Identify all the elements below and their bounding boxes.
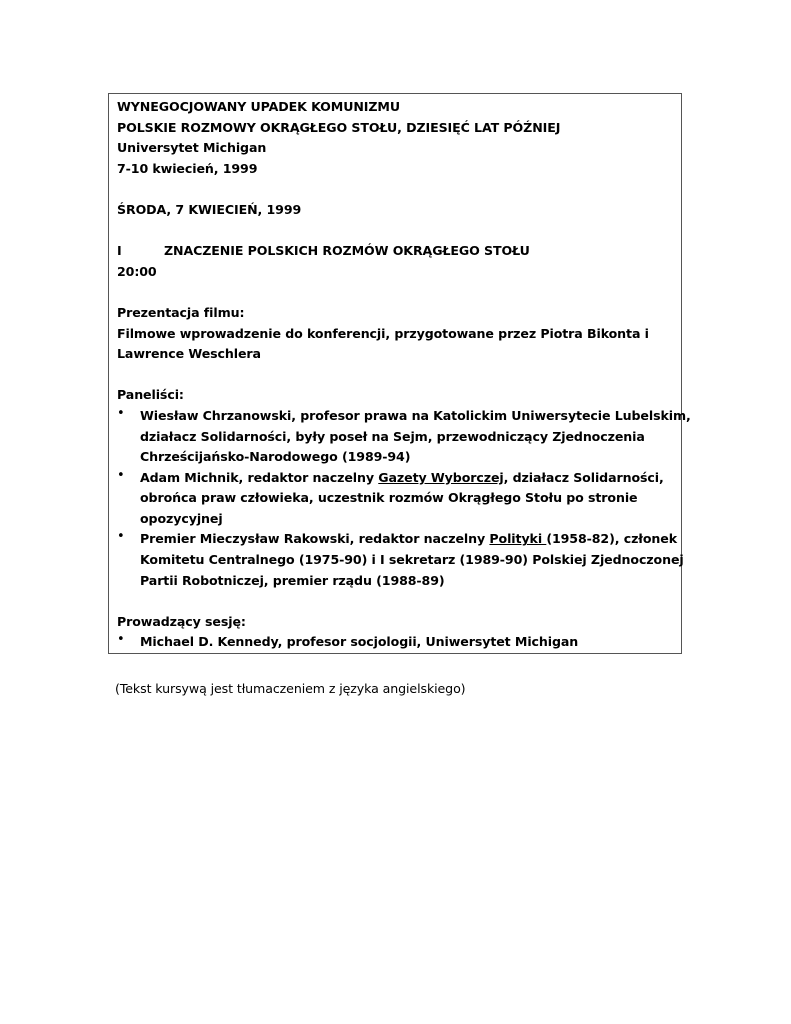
panelist-3-line-1 [140, 529, 678, 550]
bullet-icon: • [117, 467, 125, 483]
panelist-2-line-3: opozycyjnej [140, 510, 223, 526]
conference-title: WYNEGOCJOWANY UPADEK KOMUNIZMU [117, 99, 400, 114]
translation-note: (Tekst kursywą jest tłumaczeniem z języka angielskiego) [115, 681, 466, 696]
section-number: I [117, 243, 122, 259]
panelist-2-text: Adam Michnik, redaktor naczelny [140, 469, 379, 485]
panelists-list [117, 405, 691, 591]
chair-heading: Prowadzący sesję: [117, 613, 246, 629]
section-heading [117, 241, 673, 262]
day-heading: ŚRODA, 7 KWIECIEŃ, 1999 [117, 201, 302, 217]
spacer [117, 365, 673, 386]
panelist-2-line-2: obrońca praw człowieka, uczestnik rozmów Okrągłego Stołu po stronie [140, 490, 638, 506]
panelist-3-line-2: Komitetu Centralnego (1975-90) i I sekretarz (1989-90) Polskiej Zjednoczonej [140, 552, 684, 568]
spacer [117, 179, 673, 200]
film-description-line-2: Lawrence Weschlera [117, 346, 261, 362]
publication-title: Polityki [489, 531, 547, 547]
spacer [117, 221, 673, 242]
conference-dates: 7-10 kwiecień, 1999 [117, 160, 258, 176]
section-time: 20:00 [117, 263, 157, 279]
spacer [117, 282, 673, 303]
film-description-line-1: Filmowe wprowadzenie do konferencji, przygotowane przez Piotra Bikonta i [117, 325, 649, 341]
bullet-icon: • [117, 632, 125, 648]
publication-title: Gazety Wyborczej [378, 469, 504, 485]
program-box [108, 93, 691, 654]
list-item [117, 468, 673, 530]
list-item [117, 529, 684, 591]
panelists-heading: Paneliści: [117, 387, 184, 403]
panelist-3-text: Premier Mieczysław Rakowski, redaktor naczelny [140, 531, 490, 547]
list-item [117, 405, 691, 468]
conference-venue: Universytet Michigan [117, 140, 267, 156]
panelist-3-text: (1958-82), członek [546, 531, 678, 547]
film-heading: Prezentacja filmu: [117, 304, 245, 320]
bullet-icon: • [117, 405, 125, 421]
conference-subtitle: POLSKIE ROZMOWY OKRĄGŁEGO STOŁU, DZIESIĘĆ LAT PÓŹNIEJ [117, 119, 561, 135]
bullet-icon: • [117, 529, 125, 545]
chair-list [117, 632, 673, 653]
panelist-3-line-3: Partii Robotniczej, premier rządu (1988-89) [140, 572, 445, 588]
panelist-1-line-1: Wiesław Chrzanowski, profesor prawa na Katolickim Uniwersytecie Lubelskim, [140, 407, 691, 423]
list-item [117, 632, 673, 653]
spacer [117, 591, 673, 612]
panelist-2-line-1 [140, 468, 673, 489]
panelist-2-text: , działacz Solidarności, [503, 469, 664, 485]
panelist-1-line-3: Chrześcijańsko-Narodowego (1989-94) [140, 449, 411, 465]
chair-line-1: Michael D. Kennedy, profesor socjologii, Uniwersytet Michigan [140, 634, 579, 650]
panelist-1-line-2: działacz Solidarności, były poseł na Sejm, przewodniczący Zjednoczenia [140, 428, 645, 444]
section-title: ZNACZENIE POLSKICH ROZMÓW OKRĄGŁEGO STOŁU [164, 243, 530, 259]
